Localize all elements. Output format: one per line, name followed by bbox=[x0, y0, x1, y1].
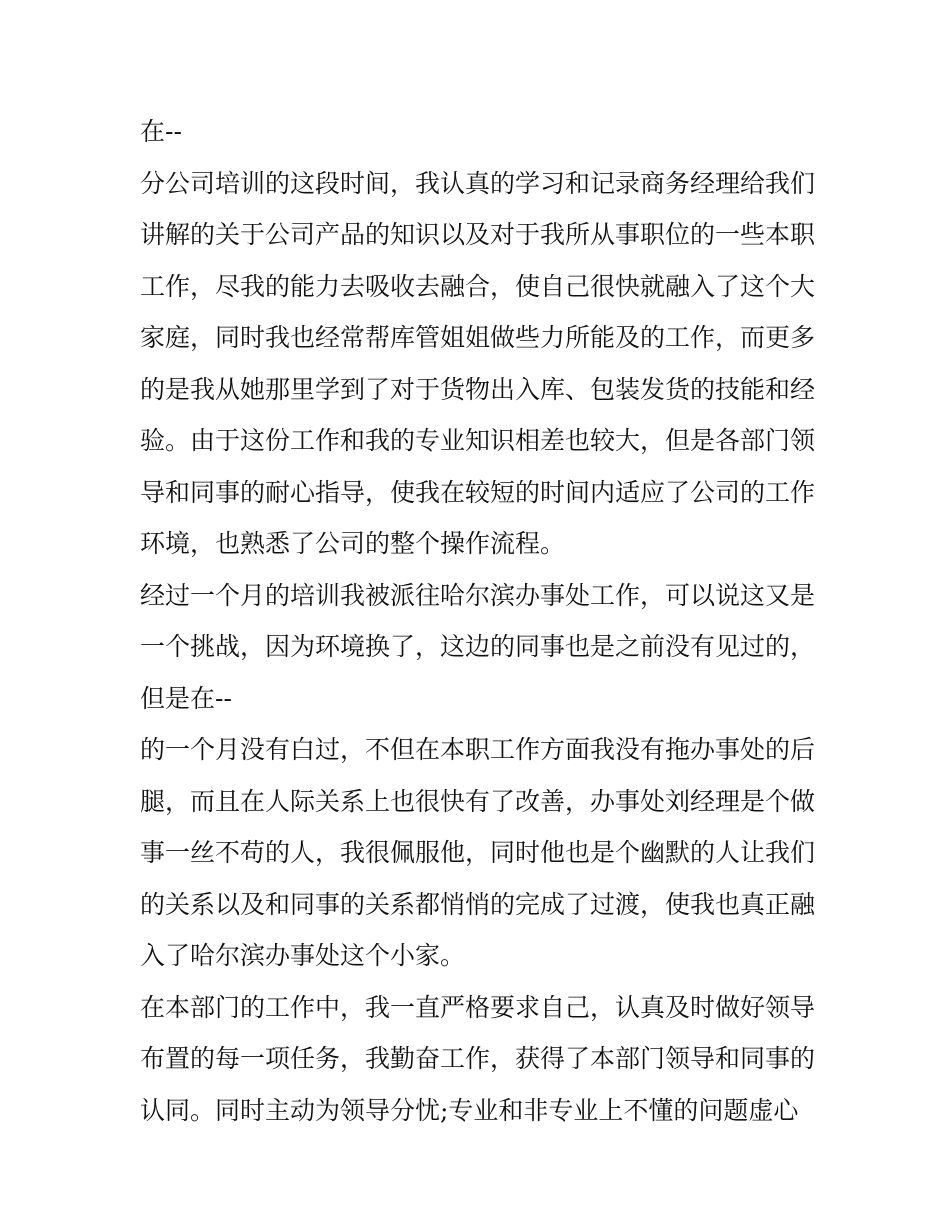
text-line: 工作，尽我的能力去吸收去融合，使自己很快就融入了这个大 bbox=[140, 271, 816, 301]
text-line: 的是我从她那里学到了对于货物出入库、包装发货的技能和经 bbox=[140, 374, 816, 404]
text-line: 在本部门的工作中，我一直严格要求自己，认真及时做好领导 bbox=[140, 992, 816, 1022]
text-line: 导和同事的耐心指导，使我在较短的时间内适应了公司的工作 bbox=[140, 477, 816, 507]
text-line: 的关系以及和同事的关系都悄悄的完成了过渡，使我也真正融 bbox=[140, 889, 816, 919]
text-line: 但是在-- bbox=[140, 683, 232, 713]
text-line: 布置的每一项任务，我勤奋工作，获得了本部门领导和同事的 bbox=[140, 1044, 816, 1073]
text-line: 认同。同时主动为领导分忧;专业和非专业上不懂的问题虚心 bbox=[140, 1095, 799, 1125]
text-line: 入了哈尔滨办事处这个小家。 bbox=[140, 941, 466, 970]
text-line: 一个挑战，因为环境换了，这边的同事也是之前没有见过的， bbox=[140, 632, 816, 661]
text-line: 在-- bbox=[140, 117, 182, 146]
text-line: 事一丝不苟的人，我很佩服他，同时他也是个幽默的人让我们 bbox=[140, 838, 816, 867]
text-line: 环境，也熟悉了公司的整个操作流程。 bbox=[140, 529, 566, 558]
text-line: 经过一个月的培训我被派往哈尔滨办事处工作，可以说这又是 bbox=[140, 580, 816, 610]
text-line: 腿，而且在人际关系上也很快有了改善，办事处刘经理是个做 bbox=[140, 786, 816, 816]
text-line: 分公司培训的这段时间，我认真的学习和记录商务经理给我们 bbox=[140, 168, 816, 198]
text-line: 讲解的关于公司产品的知识以及对于我所从事职位的一些本职 bbox=[140, 220, 816, 249]
text-line: 家庭，同时我也经常帮库管姐姐做些力所能及的工作，而更多 bbox=[140, 323, 816, 352]
text-line: 的一个月没有白过，不但在本职工作方面我没有拖办事处的后 bbox=[140, 735, 816, 764]
document-body bbox=[140, 106, 820, 1136]
text-line: 验。由于这份工作和我的专业知识相差也较大，但是各部门领 bbox=[140, 426, 816, 455]
